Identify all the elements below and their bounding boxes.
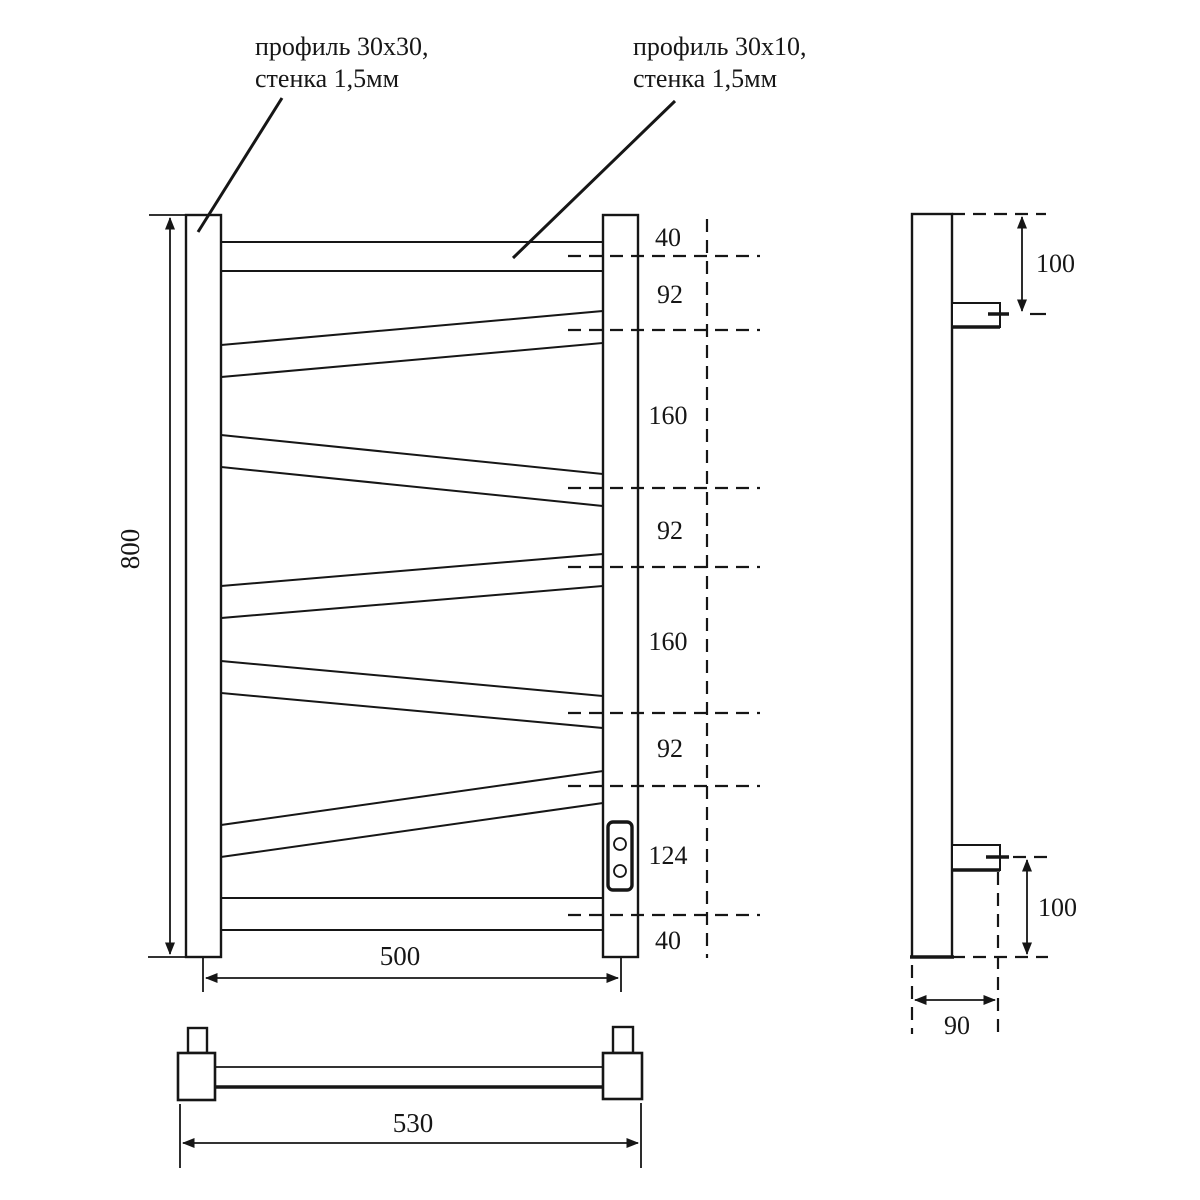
callout-right-leader-line bbox=[513, 101, 675, 258]
power-switch bbox=[608, 822, 632, 890]
callout-right-line2: стенка 1,5мм bbox=[633, 64, 778, 93]
diagonal-rail-3 bbox=[221, 554, 603, 618]
depth-dim-label: 90 bbox=[944, 1011, 970, 1040]
callout-left-line2: стенка 1,5мм bbox=[255, 64, 400, 93]
switch-button-top-icon bbox=[614, 838, 626, 850]
plan-left-post bbox=[178, 1053, 215, 1100]
chain-dim-124: 124 bbox=[648, 841, 688, 870]
chain-dim-40-top: 40 bbox=[655, 223, 681, 252]
side-post bbox=[912, 214, 952, 957]
plan-left-bracket bbox=[188, 1028, 207, 1053]
diagonal-rail-5 bbox=[221, 771, 603, 857]
front-view bbox=[148, 215, 760, 992]
side-view bbox=[910, 214, 1048, 1034]
chain-dim-92-b: 92 bbox=[657, 516, 683, 545]
callout-left-line1: профиль 30х30, bbox=[255, 32, 429, 61]
switch-button-bottom-icon bbox=[614, 865, 626, 877]
callout-right-line1: профиль 30х10, bbox=[633, 32, 807, 61]
height-dim-label: 800 bbox=[115, 528, 145, 570]
chain-dim-160-b: 160 bbox=[648, 627, 688, 656]
bottom-view bbox=[178, 1027, 642, 1168]
width500-dim-label: 500 bbox=[379, 941, 421, 971]
chain-dim-92-c: 92 bbox=[657, 734, 683, 763]
top-rail bbox=[221, 242, 603, 271]
plan-right-bracket bbox=[613, 1027, 633, 1053]
diagonal-rail-1 bbox=[221, 311, 603, 377]
top-offset-dim-label: 100 bbox=[1036, 249, 1075, 278]
diagonal-rail-2 bbox=[221, 435, 603, 506]
callout-left-leader-line bbox=[198, 98, 282, 232]
diagonal-rail-4 bbox=[221, 661, 603, 728]
bottom-rail bbox=[221, 898, 603, 930]
left-post bbox=[186, 215, 221, 957]
bottom-offset-dim-label: 100 bbox=[1038, 893, 1077, 922]
chain-dim-40-bottom: 40 bbox=[655, 926, 681, 955]
width530-dim-label: 530 bbox=[392, 1108, 434, 1138]
dimension-chain-labels bbox=[649, 223, 688, 955]
plan-right-post bbox=[603, 1053, 642, 1099]
chain-dim-160-a: 160 bbox=[648, 401, 688, 430]
callouts bbox=[198, 32, 807, 258]
chain-dim-92-a: 92 bbox=[657, 280, 683, 309]
